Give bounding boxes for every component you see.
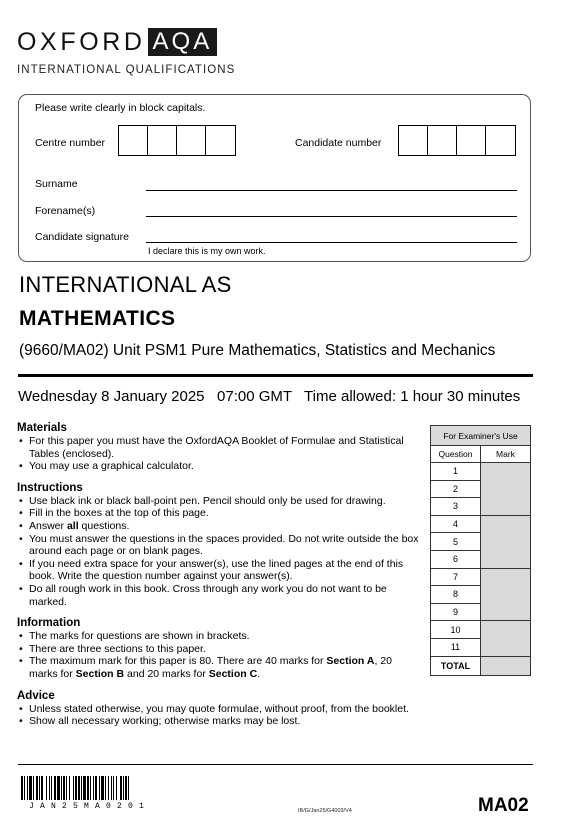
question-number-cell: 10 <box>431 621 481 639</box>
bullet-item: • There are three sections to this paper. <box>17 643 422 656</box>
signature-label: Candidate signature <box>35 231 129 243</box>
advice-heading: Advice <box>17 689 55 702</box>
document-reference: IB/G/Jan25/G4003/V4 <box>298 808 352 814</box>
question-column-header: Question <box>431 446 481 463</box>
bullet-item: • For this paper you must have the OxfordAQA Booklet of Formulae and Statistical Tables (enclosed). <box>17 435 422 460</box>
materials-heading: Materials <box>17 422 67 434</box>
bullet-item: • You may use a graphical calculator. <box>17 460 422 473</box>
declaration-text: I declare this is my own work. <box>148 246 266 256</box>
signature-field[interactable] <box>146 242 517 243</box>
question-number-cell: 7 <box>431 568 481 586</box>
candidate-digit-box[interactable] <box>486 126 515 155</box>
logo-aqa-text: AQA <box>148 28 218 56</box>
bullet-item: • The marks for questions are shown in brackets. <box>17 630 422 643</box>
exam-date-line <box>18 388 520 405</box>
forename-field[interactable] <box>146 216 517 217</box>
candidate-digit-box[interactable] <box>457 126 486 155</box>
information-heading: Information <box>17 617 81 630</box>
mark-cell <box>481 568 531 621</box>
question-number-cell: 2 <box>431 480 481 498</box>
title-divider <box>18 374 533 377</box>
total-mark-cell <box>481 656 531 675</box>
centre-number-boxes[interactable] <box>118 125 236 156</box>
total-label-cell: TOTAL <box>431 656 481 675</box>
instructions-list <box>17 495 422 608</box>
candidate-digit-box[interactable] <box>428 126 457 155</box>
centre-digit-box[interactable] <box>206 126 235 155</box>
bullet-item: • Do all rough work in this book. Cross through any work you do not want to be marked. <box>17 583 422 608</box>
question-number-cell: 6 <box>431 550 481 568</box>
exam-date: Wednesday 8 January 2025 <box>18 388 205 405</box>
instructions-heading: Instructions <box>17 481 83 494</box>
paper-code: MA02 <box>478 795 529 816</box>
question-number-cell: 3 <box>431 498 481 516</box>
front-cover-instructions <box>17 422 422 728</box>
question-number-cell: 11 <box>431 638 481 656</box>
candidate-details-box <box>18 94 531 262</box>
centre-digit-box[interactable] <box>119 126 148 155</box>
information-list <box>17 630 422 680</box>
mark-column-header: Mark <box>481 446 531 463</box>
oxfordaqa-logo <box>17 28 217 56</box>
barcode <box>21 776 131 800</box>
examiner-use-table <box>430 425 531 676</box>
bullet-item: • Fill in the boxes at the top of this page. <box>17 507 422 520</box>
bullet-item: • You must answer the questions in the spaces provided. Do not write outside the box around each page or on blank pages. <box>17 533 422 558</box>
mark-cell <box>481 515 531 568</box>
mark-cell <box>481 463 531 516</box>
candidate-number-boxes[interactable] <box>398 125 516 156</box>
barcode-text: JAN25MA0201 <box>29 802 151 811</box>
question-number-cell: 4 <box>431 515 481 533</box>
bullet-item: • The maximum mark for this paper is 80. There are 40 marks for Section A, 20 marks for Section B and 20 marks for Section C. <box>17 655 422 680</box>
centre-digit-box[interactable] <box>148 126 177 155</box>
footer-divider <box>18 764 533 765</box>
question-number-cell: 9 <box>431 603 481 621</box>
exam-time: 07:00 GMT <box>217 388 292 405</box>
surname-field[interactable] <box>146 190 517 191</box>
unit-title: (9660/MA02) Unit PSM1 Pure Mathematics, Statistics and Mechanics <box>19 342 496 359</box>
barcode-bar <box>129 776 131 800</box>
mark-cell <box>481 621 531 656</box>
logo-subtitle: INTERNATIONAL QUALIFICATIONS <box>17 64 236 76</box>
materials-list <box>17 435 422 473</box>
forename-label: Forename(s) <box>35 205 96 217</box>
centre-digit-box[interactable] <box>177 126 206 155</box>
qualification-level: INTERNATIONAL AS <box>19 272 232 297</box>
examiner-table-title: For Examiner's Use <box>431 426 531 446</box>
bullet-item: • Answer all questions. <box>17 520 422 533</box>
advice-list <box>17 703 422 728</box>
surname-label: Surname <box>35 178 78 190</box>
candidate-digit-box[interactable] <box>399 126 428 155</box>
bullet-item: • Use black ink or black ball-point pen. Pencil should only be used for drawing. <box>17 495 422 508</box>
bullet-item: • Unless stated otherwise, you may quote formulae, without proof, from the booklet. <box>17 703 422 716</box>
logo-oxford-text: OXFORD <box>17 28 146 56</box>
question-number-cell: 5 <box>431 533 481 551</box>
question-number-cell: 1 <box>431 463 481 481</box>
subject-title: MATHEMATICS <box>19 307 176 330</box>
bullet-item: • If you need extra space for your answer(s), use the lined pages at the end of this book. Write the question number against your answer(s). <box>17 558 422 583</box>
time-allowed: Time allowed: 1 hour 30 minutes <box>304 388 521 405</box>
question-number-cell: 8 <box>431 586 481 604</box>
block-capitals-instruction: Please write clearly in block capitals. <box>35 102 206 114</box>
bullet-item: • Show all necessary working; otherwise marks may be lost. <box>17 715 422 728</box>
candidate-number-label: Candidate number <box>295 137 382 149</box>
centre-number-label: Centre number <box>35 137 106 149</box>
